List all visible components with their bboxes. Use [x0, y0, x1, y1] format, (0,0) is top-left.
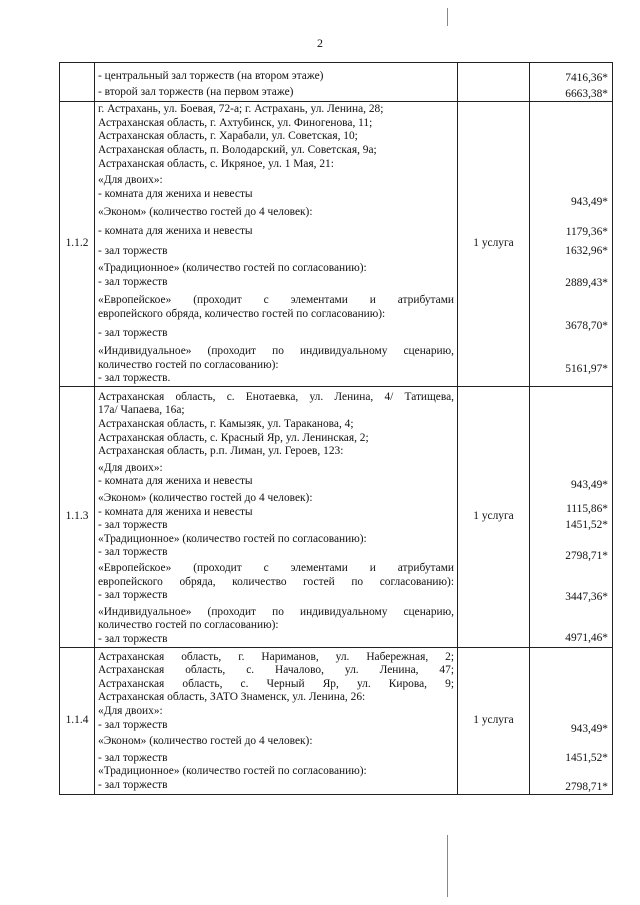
desc-line: - зал торжеств [98, 275, 168, 288]
desc-line: - зал торжеств [98, 519, 168, 532]
desc-line: «Для двоих»: [98, 174, 163, 187]
desc-line: Астраханская область, с. Икряное, ул. 1 Мая, 21: [98, 157, 334, 170]
desc-line: «Индивидуальное» (проходит по индивидуальному сценарию, [98, 345, 454, 358]
desc-line: Астраханская область, с. Енотаевка, ул. Ленина, 4/ Татищева, [98, 390, 454, 403]
unit-cell: 1 услуга [458, 647, 530, 795]
price-value: 943,49* [570, 478, 608, 491]
desc-line: - второй зал торжеств (на первом этаже) [98, 85, 294, 98]
desc-line: Астраханская область, р.п. Лиман, ул. Героев, 123: [98, 445, 344, 458]
row-number: 1.1.3 [60, 386, 95, 647]
row-number [60, 63, 95, 102]
desc-line: европейского обряда, количество гостей по согласованию): [98, 575, 454, 588]
price-value: 2798,71* [565, 549, 608, 562]
service-description [95, 102, 458, 387]
desc-line: «Европейское» (проходит с элементами и атрибутами [98, 562, 454, 574]
desc-line: Астраханская область, с. Черный Яр, ул. Кирова, 9; [98, 677, 454, 690]
desc-line: Астраханская область, г. Нариманов, ул. Набережная, 2; [98, 650, 454, 663]
price-cell [530, 63, 613, 102]
price-value: 5161,97* [565, 363, 608, 376]
desc-line: - комната для жениха и невесты [98, 224, 253, 237]
table-row-continuation [60, 63, 613, 102]
price-value: 943,49* [570, 722, 608, 735]
desc-line: «Индивидуальное» (проходит по индивидуальному сценарию, [98, 605, 454, 618]
desc-line: Астраханская область, п. Володарский, ул. Советская, 9а; [98, 143, 377, 156]
desc-line: Астраханская область, г. Ахтубинск, ул. Финогенова, 11; [98, 116, 373, 129]
unit-cell: 1 услуга [458, 386, 530, 647]
desc-line: Астраханская область, г. Харабали, ул. Советская, 10; [98, 130, 358, 143]
unit-cell [458, 63, 530, 102]
desc-line: Астраханская область, с. Началово, ул. Ленина, 47; [98, 664, 454, 677]
desc-line: - зал торжеств [98, 751, 168, 764]
desc-line: «Европейское» (проходит с элементами и атрибутами [98, 294, 454, 307]
desc-line: европейского обряда, количество гостей по согласованию): [98, 307, 386, 320]
price-value: 2889,43* [565, 276, 608, 289]
desc-line: - зал торжеств [98, 632, 168, 645]
desc-line: - комната для жениха и невесты [98, 505, 253, 518]
service-description [95, 63, 458, 102]
desc-line: - комната для жениха и невесты [98, 187, 253, 200]
price-value: 3447,36* [565, 591, 608, 604]
unit-cell: 1 услуга [458, 102, 530, 387]
price-value: 2798,71* [565, 780, 608, 793]
desc-line: «Традиционное» (количество гостей по согласованию): [98, 262, 367, 275]
price-value: 1632,96* [565, 245, 608, 258]
desc-line: «Для двоих»: [98, 461, 163, 474]
desc-line: «Традиционное» (количество гостей по согласованию): [98, 532, 367, 545]
row-number: 1.1.2 [60, 102, 95, 387]
desc-line: «Традиционное» (количество гостей по согласованию): [98, 765, 367, 778]
desc-line: - зал торжеств [98, 718, 168, 731]
tariff-table [59, 62, 613, 795]
desc-line: - комната для жениха и невесты [98, 475, 253, 488]
price-cell [530, 386, 613, 647]
price-value: 1179,36* [565, 225, 608, 238]
table-row-1-1-3 [60, 386, 613, 647]
service-description [95, 386, 458, 647]
desc-line: - центральный зал торжеств (на втором этаже) [98, 70, 324, 82]
desc-line: - зал торжеств [98, 778, 168, 791]
desc-line: «Для двоих»: [98, 704, 163, 717]
desc-line: Астраханская область, с. Красный Яр, ул. Ленинская, 2; [98, 431, 369, 444]
price-cell [530, 647, 613, 795]
price-value: 1451,52* [565, 519, 608, 532]
desc-line: Астраханская область, г. Камызяк, ул. Тараканова, 4; [98, 418, 354, 431]
price-cell [530, 102, 613, 387]
desc-line: - зал торжеств [98, 326, 168, 339]
price-value: 1451,52* [565, 752, 608, 765]
desc-line: - зал торжеств [98, 589, 168, 602]
desc-line: количество гостей по согласованию): [98, 619, 279, 632]
price-value: 4971,46* [565, 631, 608, 644]
row-number: 1.1.4 [60, 647, 95, 795]
desc-line: Астраханская область, ЗАТО Знаменск, ул. Ленина, 26: [98, 691, 366, 704]
price-value: 1115,86* [566, 503, 608, 516]
desc-line: «Эконом» (количество гостей до 4 человек): [98, 735, 313, 748]
price-value: 3678,70* [565, 319, 608, 332]
table-row-1-1-2 [60, 102, 613, 387]
desc-line: 17а/ Чапаева, 16а; [98, 404, 185, 417]
price-value: 943,49* [570, 196, 608, 209]
page-number: 2 [317, 36, 323, 50]
scan-mark-bottom [447, 835, 448, 897]
desc-line: - зал торжеств [98, 244, 168, 257]
service-description [95, 647, 458, 795]
table-row-1-1-4 [60, 647, 613, 795]
price-value: 7416,36* [565, 72, 608, 84]
desc-line: - зал торжеств. [98, 372, 171, 385]
desc-line: количество гостей по согласованию): [98, 358, 279, 371]
desc-line: «Эконом» (количество гостей до 4 человек): [98, 206, 313, 219]
desc-line: «Эконом» (количество гостей до 4 человек): [98, 492, 313, 505]
scan-mark-top [447, 8, 448, 26]
desc-line: г. Астрахань, ул. Боевая, 72-а; г. Астрахань, ул. Ленина, 28; [98, 103, 384, 116]
price-value: 6663,38* [565, 87, 608, 100]
desc-line: - зал торжеств [98, 546, 168, 559]
